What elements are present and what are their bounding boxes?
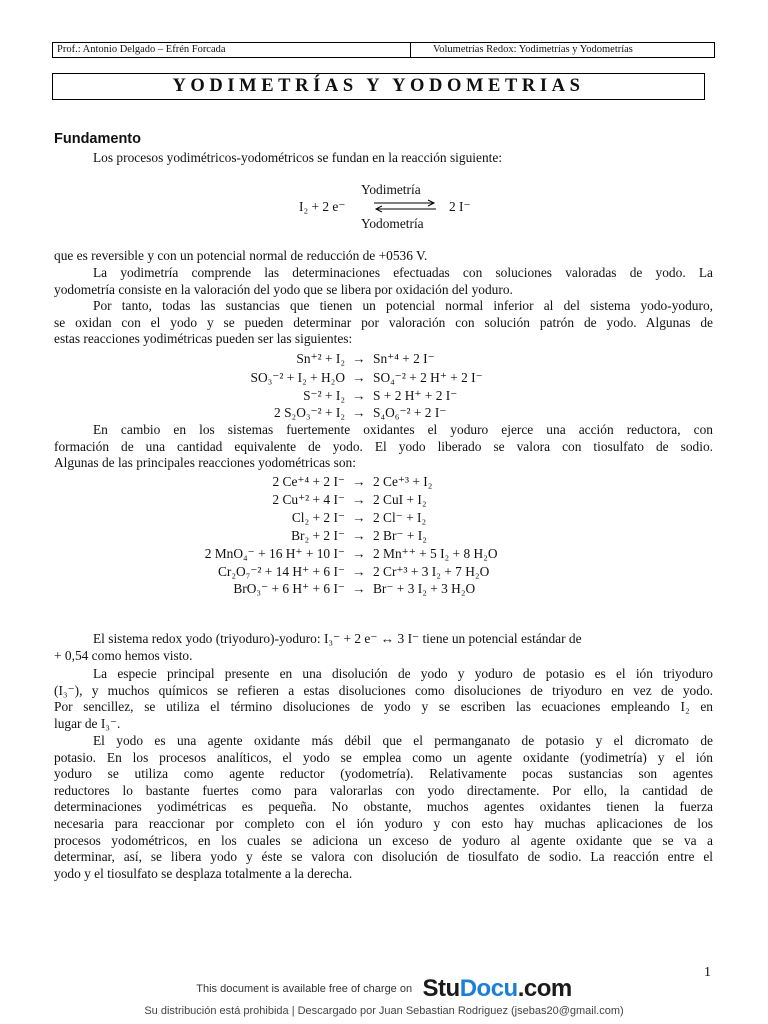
text-line: formación de una cantidad equivalente de yodo. El yodo liberado se valora con tiosulfato de sodio. xyxy=(54,438,713,454)
reaction-rhs: 2 Mn⁺⁺ + 5 I₂ + 8 H₂O xyxy=(373,546,498,561)
arrow-right-icon: → xyxy=(352,405,366,420)
reaction-left: I₂ + 2 e⁻ xyxy=(299,199,346,214)
reaction-rhs: SO₄⁻² + 2 H⁺ + 2 I⁻ xyxy=(373,370,483,385)
logo-part: .com xyxy=(517,975,572,1002)
availability-text: This document is available free of charge on xyxy=(196,983,413,995)
paragraph-redox-system xyxy=(54,631,713,664)
arrow-right-icon: → xyxy=(352,564,366,579)
reaction-row xyxy=(0,580,768,597)
text-line: lugar de I₃⁻. xyxy=(54,715,121,731)
reaction-row xyxy=(0,527,768,544)
reversible-arrow-icon xyxy=(372,199,438,213)
text-line: Por tanto, todas las sustancias que tienen un potencial normal inferior al del sistema yodo-yoduro, xyxy=(93,298,713,313)
text-line: El yodo es una agente oxidante más débil que el permanganato de potasio y el dicromato de xyxy=(93,733,713,748)
arrow-right-icon: → xyxy=(352,492,366,507)
reaction-row xyxy=(0,491,768,508)
reaction-lhs: 2 MnO₄⁻ + 16 H⁺ + 10 I⁻ xyxy=(204,546,345,561)
text-line: procesos yodométricos, en los cuales se adiciona un exceso de yoduro al agente oxidante que se va a xyxy=(54,832,713,848)
header-authors: Prof.: Antonio Delgado – Efrén Forcada xyxy=(53,43,411,57)
reaction-row xyxy=(0,404,768,421)
text-line: Los procesos yodimétricos-yodométricos se fundan en la reacción siguiente: xyxy=(93,150,503,165)
reaction-lhs: Cr₂O₇⁻² + 14 H⁺ + 6 I⁻ xyxy=(217,564,345,579)
reaction-label-yodimetria: Yodimetría xyxy=(361,182,421,197)
arrow-right-icon: → xyxy=(352,546,366,561)
paragraph-yodometric xyxy=(54,422,713,472)
reaction-label-yodometria: Yodometría xyxy=(361,216,424,231)
page-number: 1 xyxy=(704,965,711,980)
reaction-lhs: 2 Cu⁺² + 4 I⁻ xyxy=(272,492,345,507)
reaction-lhs: Cl₂ + 2 I⁻ xyxy=(291,510,345,525)
page-header xyxy=(52,42,715,58)
arrow-right-icon: → xyxy=(352,388,366,403)
reaction-lhs: S⁻² + I₂ xyxy=(303,388,345,403)
text-line: La yodimetría comprende las determinaciones efectuadas con soluciones valoradas de yodo. La xyxy=(93,265,713,280)
arrow-right-icon: → xyxy=(352,510,366,525)
reaction-row xyxy=(0,545,768,562)
distribution-notice: Su distribución está prohibida | Descargado por Juan Sebastian Rodriguez (jsebas20@gmail.com) xyxy=(144,1005,624,1017)
text-line: Por sencillez, se utiliza el término disoluciones de yodo y se escriben las ecuaciones empleando I₂ en xyxy=(54,699,713,715)
section-heading: Fundamento xyxy=(54,131,141,147)
text-line: determinar, así, se libera yodo y éste se valora con disolución de tiosulfato de sodio. La reacción entre el xyxy=(54,849,713,865)
text-line: potasio. En los procesos analíticos, el yodo se emplea como un agente oxidante (yodimetría) y el ión xyxy=(54,749,713,765)
header-topic: Volumetrías Redox: Yodimetrías y Yodometrías xyxy=(433,44,633,55)
arrow-right-icon: → xyxy=(352,581,366,596)
reaction-row xyxy=(0,563,768,580)
reaction-lhs: 2 Ce⁺⁴ + 2 I⁻ xyxy=(272,474,345,489)
arrow-right-icon: → xyxy=(352,474,366,489)
arrow-right-icon: → xyxy=(352,351,366,366)
reaction-rhs: 2 Br⁻ + I₂ xyxy=(373,528,427,543)
text-line: yoduro se utiliza como agente reductor (yodometría). Relativamente pocas sustancias son agentes xyxy=(54,766,713,782)
paragraph-definitions xyxy=(54,265,713,298)
reaction-rhs: 2 Cl⁻ + I₂ xyxy=(373,510,427,525)
reaction-lhs: BrO₃⁻ + 6 H⁺ + 6 I⁻ xyxy=(233,581,345,596)
reaction-rhs: 2 Cr⁺³ + 3 I₂ + 7 H₂O xyxy=(373,564,490,579)
logo-part: Docu xyxy=(459,975,518,1002)
text-line: Algunas de las principales reacciones yodométricas son: xyxy=(54,455,356,471)
text-line: determinaciones yodimétricas es pequeña. No obstante, muchos agentes oxidantes tienen la fuerza xyxy=(54,799,713,815)
text-line: En cambio en los sistemas fuertemente oxidantes el yoduro ejerce una acción reductora, con xyxy=(93,422,713,437)
text-line: que es reversible y con un potencial normal de reducción de +0536 V. xyxy=(54,248,428,263)
text-line: + 0,54 como hemos visto. xyxy=(54,647,193,663)
reaction-row xyxy=(0,350,768,367)
reaction-lhs: Sn⁺² + I₂ xyxy=(296,351,345,366)
reaction-rhs: 2 Ce⁺³ + I₂ xyxy=(373,474,433,489)
text-line: yodometría consiste en la valoración del yodo que se libera por oxidación del yoduro. xyxy=(54,281,513,297)
text-line: yodo y el tiosulfato se desplaza totalmente a la derecha. xyxy=(54,865,353,881)
reaction-row xyxy=(0,387,768,404)
text-line: estas reacciones yodimétricas pueden ser las siguientes: xyxy=(54,331,353,347)
text-line: El sistema redox yodo (triyoduro)-yoduro: I₃⁻ + 2 e⁻ ↔ 3 I⁻ tiene un potencial estándar de xyxy=(93,631,582,646)
reaction-row xyxy=(0,369,768,386)
reaction-row xyxy=(0,509,768,526)
logo-part: Stu xyxy=(422,975,460,1002)
reaction-lhs: SO₃⁻² + I₂ + H₂O xyxy=(250,370,345,385)
arrow-right-icon: → xyxy=(352,528,366,543)
paragraph-yodimetric xyxy=(54,298,713,348)
text-line: se oxidan con el yodo y se pueden determinar por valoración con solución patrón de yodo. Algunas de xyxy=(54,314,713,330)
reaction-lhs: 2 S₂O₃⁻² + I₂ xyxy=(274,405,345,420)
document-title: YODIMETRÍAS Y YODOMETRIAS xyxy=(52,73,705,100)
paragraph-triiodide xyxy=(54,666,713,732)
reaction-lhs: Br₂ + 2 I⁻ xyxy=(291,528,345,543)
reaction-rhs: Br⁻ + 3 I₂ + 3 H₂O xyxy=(373,581,476,596)
text-line: La especie principal presente en una disolución de yodo y yoduro de potasio es el ión triyoduro xyxy=(93,666,713,681)
paragraph-oxidant xyxy=(54,733,713,882)
text-line: (I₃⁻), y muchos químicos se refieren a estas disoluciones como disoluciones de triyoduro en vez de yodo. xyxy=(54,682,713,698)
reaction-rhs: 2 CuI + I₂ xyxy=(373,492,427,507)
reaction-rhs: S₄O₆⁻² + 2 I⁻ xyxy=(373,405,447,420)
reaction-right: 2 I⁻ xyxy=(449,199,471,214)
studocu-banner[interactable] xyxy=(0,975,768,1003)
reaction-rhs: S + 2 H⁺ + 2 I⁻ xyxy=(373,388,458,403)
reaction-row xyxy=(0,473,768,490)
text-line: reductores lo bastante fuertes como para valorarlas con yodo directamente. Por ello, la cantidad de xyxy=(54,782,713,798)
arrow-right-icon: → xyxy=(352,370,366,385)
studocu-logo[interactable] xyxy=(423,975,572,1002)
paragraph-reversible xyxy=(54,248,713,265)
text-line: necesaria para reaccionar por completo con el ión yoduro y con esto hay muchas aplicaciones de los xyxy=(54,815,713,831)
paragraph-intro xyxy=(54,150,713,167)
reaction-rhs: Sn⁺⁴ + 2 I⁻ xyxy=(373,351,435,366)
